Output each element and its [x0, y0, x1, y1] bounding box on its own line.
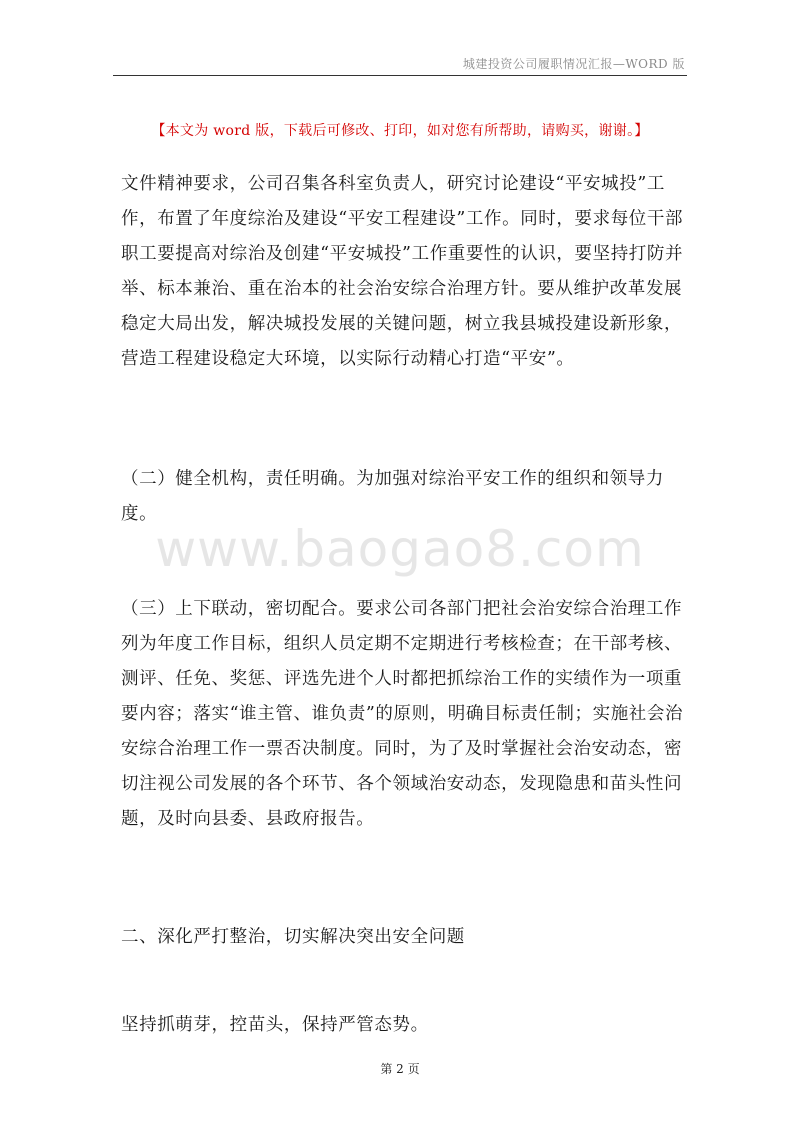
paragraph-2: （二）健全机构，责任明确。为加强对综治平安工作的组织和领导力度。 [121, 469, 664, 524]
watermark: www.baogao8.com [155, 520, 645, 578]
purchase-notice: 【本文为 word 版，下载后可修改、打印，如对您有所帮助，请购买，谢谢。】 [151, 123, 649, 139]
header-divider [113, 75, 687, 76]
section-heading: 二、深化严打整治，切实解决突出安全问题 [121, 927, 465, 947]
paragraph-5: 坚持抓萌芽，控苗头，保持严管态势。 [121, 1015, 429, 1035]
running-header: 城建投资公司履职情况汇报—WORD 版 [462, 57, 685, 71]
paragraph-3: （三）上下联动，密切配合。要求公司各部门把社会治安综合治理工作列为年度工作目标，组织人员定期不定期进行考核检查；在干部考核、测评、任免、奖惩、评选先进个人时都把抓综治工作的实绩作为一项重要内容；落实“谁主管、谁负责”的原则，明确目标责任制；实施社会治安综合治理工作一票否决制度。同时，为了及时掌握社会治安动态，密切注视公司发展的各个环节、各个领域治安动态，发现隐患和苗头性问题，及时向县委、县政府报告。 [121, 599, 684, 829]
paragraph-1: 文件精神要求，公司召集各科室负责人，研究讨论建设“平安城投”工作，布置了年度综治及建设“平安工程建设”工作。同时，要求每位干部职工要提高对综治及创建“平安城投”工作重要性的认识，要坚持打防并举、标本兼治、重在治本的社会治安综合治理方针。要从维护改革发展稳定大局出发，解决城投发展的关键问题，树立我县城投建设新形象，营造工程建设稳定大环境，以实际行动精心打造“平安”。 [121, 174, 684, 369]
page-number: 第 2 页 [380, 1062, 420, 1076]
